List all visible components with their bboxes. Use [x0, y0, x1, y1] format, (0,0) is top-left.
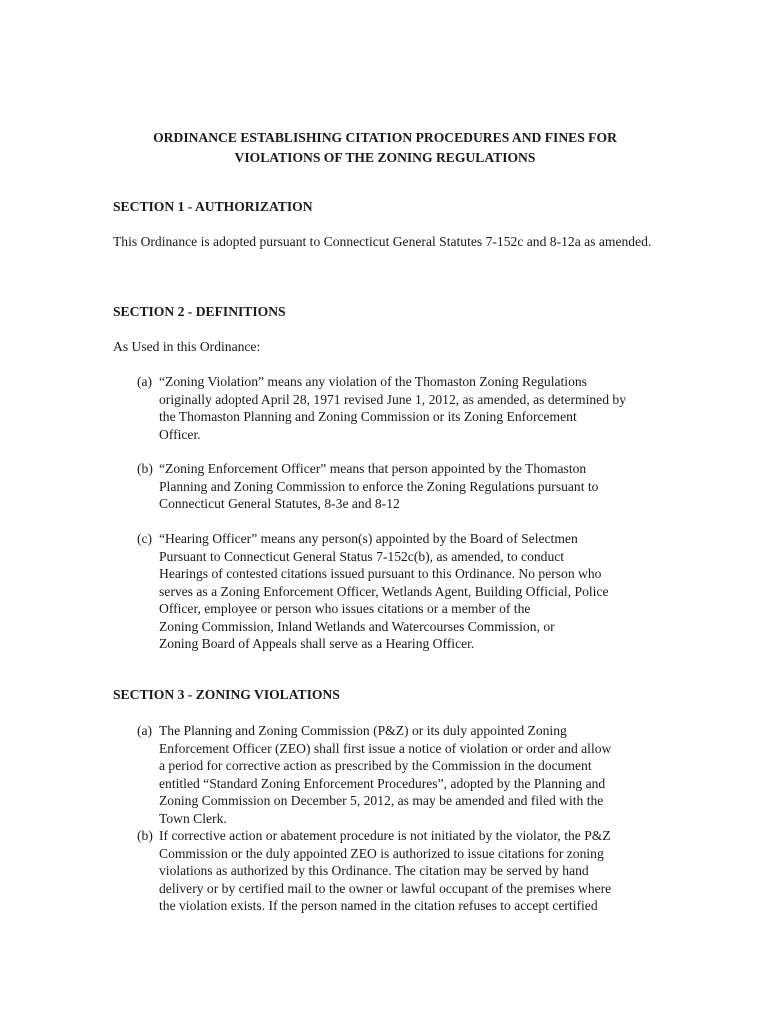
definition-item-a [137, 373, 657, 443]
section-2-heading: SECTION 2 - DEFINITIONS [113, 304, 286, 319]
section-2-intro: As Used in this Ordinance: [113, 339, 261, 354]
violation-item-a [137, 722, 657, 827]
violation-item-b-marker: (b) [137, 828, 153, 843]
definition-item-c-text: “Hearing Officer” means any person(s) appointed by the Board of Selectmen Pursuant to Connecticut General Status 7-152c(b), as amended, to conduct Hearings of contested citations issued pursuant to this Ordinance. No person who serves as a Zoning Enforcement Officer, Wetlands Agent, Building Official, Police Officer, employee or person who issues citations or a member of the Zoning Commission, Inland Wetlands and Watercourses Commission, or Zoning Board of Appeals shall serve as a Hearing Officer. [159, 531, 609, 651]
violation-item-b [137, 827, 657, 915]
violation-item-a-text: The Planning and Zoning Commission (P&Z) or its duly appointed Zoning Enforcement Officer (ZEO) shall first issue a notice of violation or order and allow a period for corrective action as prescribed by the Commission in the document entitled “Standard Zoning Enforcement Procedures”, adopted by the Planning and Zoning Commission on December 5, 2012, as may be amended and filed with the Town Clerk. [159, 723, 612, 826]
document-title [100, 128, 670, 168]
definition-item-a-text: “Zoning Violation” means any violation of the Thomaston Zoning Regulations originally adopted April 28, 1971 revised June 1, 2012, as amended, as determined by the Thomaston Planning and Zoning Commission or its Zoning Enforcement Officer. [159, 374, 626, 442]
definition-item-b [137, 460, 657, 513]
violation-item-a-marker: (a) [137, 723, 153, 738]
violation-item-b-text: If corrective action or abatement procedure is not initiated by the violator, the P&Z Commission or the duly appointed ZEO is authorized to issue citations for zoning violations as authorized by this Ordinance. The citation may be served by hand delivery or by certified mail to the owner or lawful occupant of the premises where the violation exists. If the person named in the citation refuses to accept certified [159, 828, 612, 913]
definition-item-c-marker: (c) [137, 531, 153, 546]
definition-item-b-marker: (b) [137, 461, 153, 476]
definition-item-c [137, 530, 657, 653]
definition-item-a-marker: (a) [137, 374, 153, 389]
section-1-heading: SECTION 1 - AUTHORIZATION [113, 199, 313, 214]
definition-item-b-text: “Zoning Enforcement Officer” means that person appointed by the Thomaston Planning and Zoning Commission to enforce the Zoning Regulations pursuant to Connecticut General Statutes, 8-3e and 8-12 [159, 461, 599, 511]
document-title-line-1: ORDINANCE ESTABLISHING CITATION PROCEDURES AND FINES FOR [153, 130, 617, 145]
section-1-text: This Ordinance is adopted pursuant to Connecticut General Statutes 7-152c and 8-12a as amended. [113, 234, 652, 249]
document-title-line-2: VIOLATIONS OF THE ZONING REGULATIONS [234, 150, 536, 165]
section-3-heading: SECTION 3 - ZONING VIOLATIONS [113, 687, 340, 702]
